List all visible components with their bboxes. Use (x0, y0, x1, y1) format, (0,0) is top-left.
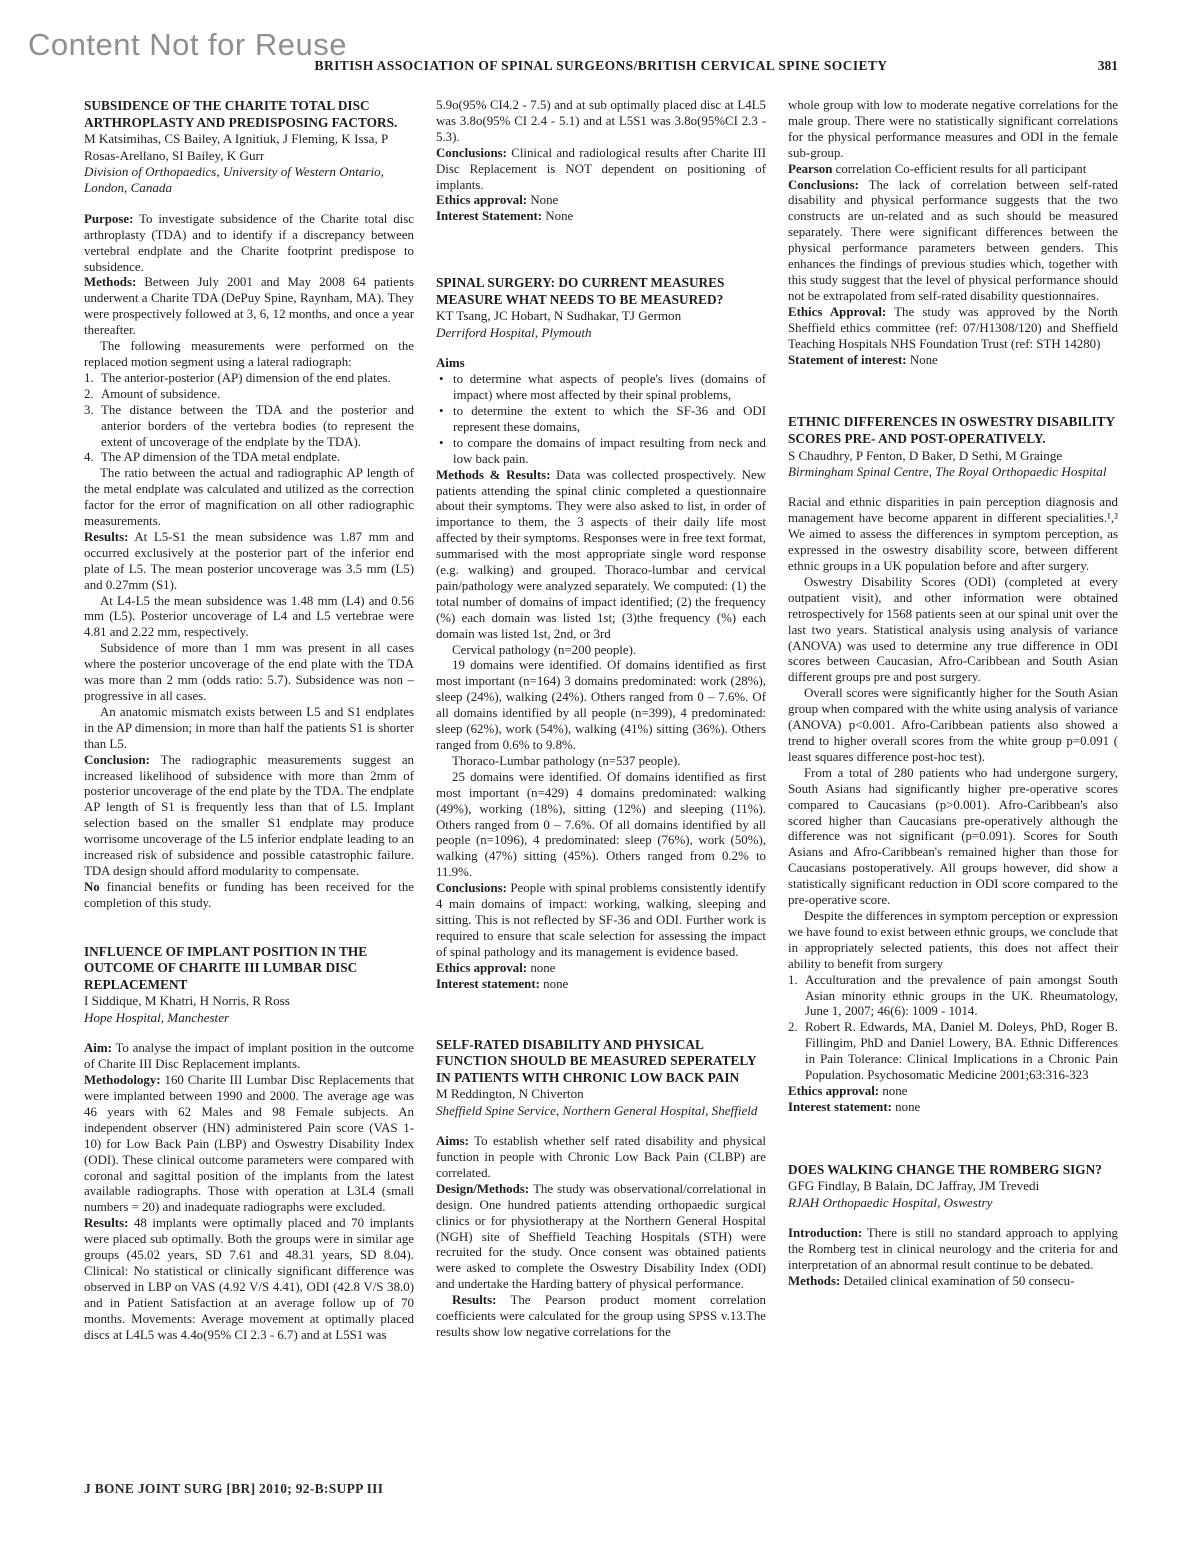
bullet-list-item (436, 436, 766, 468)
paragraph-text: none (895, 1099, 921, 1114)
paragraph-text: S Chaudhry, P Fenton, D Baker, D Sethi, M Grainge (788, 447, 1063, 463)
list-number: 1. (788, 972, 798, 987)
abstract-paragraph (788, 1100, 1118, 1116)
abstract-paragraph (84, 705, 414, 753)
abstract-paragraph (788, 178, 1118, 305)
abstract-authors (436, 1086, 766, 1102)
abstract-title (436, 1037, 766, 1087)
paragraph-label: Statement of interest: (788, 352, 907, 367)
paragraph-text: Overall scores were significantly higher for the South Asian group when compared with the white using analysis of variance (ANOVA) p<0.001. Afro-Caribbean patients also showed a trend to higher overall scores from the white group p=0.091 ( least squares difference post-hoc test). (788, 686, 1118, 764)
paragraph-label: Results: (84, 529, 129, 544)
paragraph-text: The study was approved by the North Sheffield ethics committee (ref: 07/H1308/120) and Sheffield Teaching Hospitals NHS Foundation Trust (ref: STH 14280) (788, 304, 1118, 351)
paragraph-text: 5.9o(95% CI4.2 - 7.5) and at sub optimally placed disc at L4L5 was 3.8o(95% CI 2.4 - 5.1) and at L5S1 was 3.8o(95%CI 2.3 - 5.3). (436, 98, 766, 144)
paragraph-text: M Katsimihas, CS Bailey, A Ignitiuk, J Fleming, K Issa, P Rosas-Arellano, SI Bailey, K Gurr (84, 131, 388, 163)
abstract-gap (84, 912, 414, 944)
paragraph-text: ETHNIC DIFFERENCES IN OSWESTRY DISABILITY SCORES PRE- AND POST-OPERATIVELY. (788, 414, 1115, 446)
numbered-list-item (788, 1020, 1118, 1084)
paragraph-text: correlation Co-efficient results for all participant (835, 161, 1087, 176)
paragraph-label: Results: (84, 1216, 129, 1231)
paragraph-text: Oswestry Disability Scores (ODI) (completed at every outpatient visit), and other information were obtained retrospectively for 1568 patients seen at our spinal unit over the last two years. Statistical analysis using analysis of variance (ANOVA) was used to determine any true difference in ODI scores between Caucasian, Afro-Caribbean and South Asian different groups pre and post surgery. (788, 574, 1118, 685)
paragraph-text: Birmingham Spinal Centre, The Royal Orthopaedic Hospital (788, 464, 1107, 479)
paragraph-text: SUBSIDENCE OF THE CHARITE TOTAL DISC ARTHROPLASTY AND PREDISPOSING FACTORS. (84, 98, 398, 130)
abstract-paragraph (84, 530, 414, 594)
paragraph-text: From a total of 280 patients who had undergone surgery, South Asians had significantly higher pre-operative scores compared to Caucasians (p>0.001). Afro-Caribbean's also scored higher than Caucasians pre-operatively although the difference was not significant (p=0.091). Scores for South Asians and Afro-Caribbean's remained higher than those for Caucasians postoperatively. All groups however, did show a statistically significant reduction in ODI score compared to the pre-operative score. (788, 765, 1118, 908)
abstract-affiliation (788, 1195, 1118, 1211)
watermark-text: Content Not for Reuse (28, 27, 347, 62)
paragraph-text: Amount of subsidence. (101, 386, 221, 401)
paragraph-text: None (909, 352, 938, 367)
paragraph-text: None (545, 209, 574, 224)
paragraph-text: To analyse the impact of implant position in the outcome of Charite III Disc Replacement implants. (84, 1041, 414, 1072)
abstract-paragraph (84, 753, 414, 880)
paragraph-text: To investigate subsidence of the Charite total disc arthroplasty (TDA) and to identify if a discrepancy between vertebral endplate and the Charite footprint predispose to subsidence. (84, 211, 415, 274)
paragraph-text: Racial and ethnic disparities in pain perception diagnosis and management have become apparent in different specialities.¹,² We aimed to assess the differences in symptom perception, as expressed in the oswestry disability score, between different ethnic groups in a UK population before and after surgery. (788, 495, 1118, 574)
abstract-affiliation (84, 164, 414, 197)
paragraph-text: At L4-L5 the mean subsidence was 1.48 mm (L4) and 0.56 mm (L5). Posterior uncoverage of L4 and L5 vertebrae were 4.81 and 2.22 mm, respectively. (84, 593, 414, 640)
abstract-paragraph (436, 146, 766, 194)
abstract-affiliation (84, 1010, 414, 1026)
abstract-paragraph (788, 1226, 1118, 1274)
paragraph-text: DOES WALKING CHANGE THE ROMBERG SIGN? (788, 1161, 1102, 1177)
abstract-paragraph (788, 766, 1118, 909)
paragraph-label: Purpose: (84, 211, 134, 226)
paragraph-text: Hope Hospital, Manchester (84, 1009, 230, 1025)
abstract-gap (436, 1119, 766, 1134)
paragraph-text: financial benefits or funding has been received for the completion of this study. (84, 879, 414, 910)
paragraph-text: Acculturation and the prevalence of pain amongst South Asian minority ethnic groups in the UK. Rheumatology, June 1, 2007; 46(6): 1009 - 1014. (805, 972, 1118, 1019)
abstract-paragraph (84, 594, 414, 642)
abstract-paragraph (788, 353, 1118, 369)
paragraph-label: Ethics approval: (436, 960, 528, 975)
abstract-paragraph (84, 1073, 414, 1216)
section-subheading (436, 356, 766, 372)
paragraph-text: Derriford Hospital, Plymouth (436, 324, 592, 340)
paragraph-label: Ethics approval: (436, 193, 528, 208)
paragraph-text: Division of Orthopaedics, University of Western Ontario, London, Canada (84, 164, 384, 196)
abstract-gap (84, 197, 414, 212)
paragraph-text: None (530, 193, 559, 208)
abstract-columns (84, 98, 1118, 1344)
bullet-list-item (436, 404, 766, 436)
paragraph-label: Methods: (84, 275, 137, 290)
journal-citation-footer: J BONE JOINT SURG [BR] 2010; 92-B:SUPP III (84, 1481, 384, 1496)
page-number: 381 (1097, 58, 1118, 73)
paragraph-text: none (543, 976, 569, 991)
paragraph-text: KT Tsang, JC Hobart, N Sudhakar, TJ Germon (436, 308, 682, 324)
paragraph-text: SPINAL SURGERY: DO CURRENT MEASURES MEASURE WHAT NEEDS TO BE MEASURED? (436, 275, 725, 307)
column-3 (788, 98, 1118, 1344)
paragraph-label: Ethics Approval: (788, 304, 887, 319)
abstract-gap (788, 1211, 1118, 1226)
list-number: 3. (84, 402, 94, 417)
abstract-gap (788, 1116, 1118, 1162)
paragraph-text: The AP dimension of the TDA metal endplate. (101, 450, 341, 465)
abstract-paragraph (436, 977, 766, 993)
paragraph-text: SELF-RATED DISABILITY AND PHYSICAL FUNCTION SHOULD BE MEASURED SEPERATELY IN PATIENTS WITH CHRONIC LOW BACK PAIN (436, 1036, 757, 1085)
abstract-gap (788, 368, 1118, 414)
paragraph-label: Aim: (84, 1041, 112, 1056)
bullet-marker: • (439, 403, 444, 418)
paragraph-text: To establish whether self rated disability and physical function in people with Chronic Low Back Pain (CLBP) are correlated. (436, 1134, 766, 1180)
paragraph-text: Between July 2001 and May 2008 64 patients underwent a Charite TDA (DePuy Spine, Raynham, MA). They were prospectively followed at 3, 6, 12 months, and once a year thereafter. (84, 275, 414, 338)
abstract-paragraph (436, 881, 766, 961)
abstract-paragraph (788, 575, 1118, 686)
paragraph-label: Methods: (788, 1273, 841, 1288)
paragraph-text: Robert R. Edwards, MA, Daniel M. Doleys, PhD, Roger B. Fillingim, PhD and Daniel Lowery, BA. Ethnic Differences in Pain Tolerance: Clinical Implications in a Chronic Pain Population. Psychosomatic Medicine 2001;63:316-323 (805, 1020, 1118, 1083)
paragraph-label: Conclusions: (436, 145, 507, 160)
bullet-marker: • (439, 435, 444, 450)
paragraph-text: The lack of correlation between self-rated disability and physical performance suggests that the two constructs are un-related and as such should be measured separately. There were significant differences between the physical performance parameters between genders. This enhances the findings of previous studies which, together with this study suggest that the level of physical performance should not be extrapolated from self-rated disability questionnaires. (788, 177, 1118, 303)
paragraph-text: The ratio between the actual and radiographic AP length of the metal endplate was calculated and utilized as the correction factor for the error of magnification on all other radiographic measurements. (84, 466, 414, 529)
paragraph-text: to compare the domains of impact resulting from neck and low back pain. (453, 435, 766, 466)
abstract-paragraph (436, 98, 766, 146)
abstract-paragraph (436, 754, 766, 770)
paragraph-label: Pearson (788, 161, 833, 176)
abstract-authors (84, 131, 414, 164)
paragraph-text: INFLUENCE OF IMPLANT POSITION IN THE OUTCOME OF CHARITE III LUMBAR DISC REPLACEMENT (84, 943, 368, 992)
numbered-list-item (84, 450, 414, 466)
paragraph-text: 25 domains were identified. Of domains identified as first most important (n=429) 4 domains predominated: walking (49%), working (18%), sitting (12%) and sleeping (11%). Others ranged from 0 – 7.6%. Of all domains identified by all people (n=1096), 4 predominated: sleep (76%), work (50%), walking (47%) sitting (45%). Others ranged from 0.2% to 11.9%. (436, 769, 766, 880)
abstract-paragraph (436, 770, 766, 881)
paragraph-label: Interest Statement: (436, 209, 543, 224)
list-number: 2. (788, 1020, 798, 1035)
abstract-affiliation (436, 325, 766, 341)
abstract-authors (788, 448, 1118, 464)
abstract-title (84, 944, 414, 994)
abstract-affiliation (436, 1103, 766, 1119)
numbered-list-item (84, 371, 414, 387)
paragraph-label: Conclusions: (788, 177, 859, 192)
paragraph-label: Ethics approval: (788, 1083, 880, 1098)
abstract-authors (788, 1178, 1118, 1194)
paragraph-text: Thoraco-Lumbar pathology (n=537 people). (452, 753, 681, 768)
running-head: BRITISH ASSOCIATION OF SPINAL SURGEONS/BRITISH CERVICAL SPINE SOCIETY (314, 58, 888, 73)
paragraph-label: Introduction: (788, 1226, 863, 1241)
paragraph-label: Aims: (436, 1134, 469, 1149)
abstract-paragraph (84, 880, 414, 912)
abstract-authors (436, 308, 766, 324)
paragraph-label: No (84, 879, 100, 894)
numbered-list-item (788, 973, 1118, 1021)
paragraph-text: At L5-S1 the mean subsidence was 1.87 mm and occurred exclusively at the posterior part of the inferior end plate of L5. The mean posterior uncoverage was 3.5 mm (L5) and 0.27mm (S1). (84, 529, 414, 592)
paragraph-label: Aims (436, 356, 465, 371)
abstract-paragraph (788, 686, 1118, 766)
abstract-paragraph (436, 1293, 766, 1341)
abstract-paragraph (84, 641, 414, 705)
paragraph-text: none (882, 1083, 908, 1098)
paragraph-text: Clinical and radiological results after Charite III Disc Replacement is NOT dependent on positioning of implants. (436, 145, 766, 192)
paragraph-label: Methods & Results: (436, 467, 551, 482)
bullet-marker: • (439, 372, 444, 387)
abstract-paragraph (84, 275, 414, 339)
column-1 (84, 98, 414, 1344)
paragraph-text: Sheffield Spine Service, Northern General Hospital, Sheffield (436, 1102, 758, 1118)
abstract-paragraph (788, 495, 1118, 575)
abstract-authors (84, 993, 414, 1009)
paragraph-text: whole group with low to moderate negative correlations for the male group. There were no statistically significant correlations for the physical performance measures and ODI in the female sub-group. (788, 98, 1118, 160)
abstract-gap (436, 341, 766, 356)
paragraph-text: Detailed clinical examination of 50 consecu- (843, 1273, 1075, 1288)
paragraph-text: Cervical pathology (n=200 people). (452, 642, 637, 657)
abstract-paragraph (84, 466, 414, 530)
paragraph-label: Interest statement: (436, 976, 540, 991)
paragraph-text: M Reddington, N Chiverton (436, 1086, 584, 1102)
abstract-title (788, 1162, 1118, 1179)
abstract-paragraph (84, 1041, 414, 1073)
abstract-gap (436, 993, 766, 1037)
abstract-paragraph (436, 1182, 766, 1293)
abstract-paragraph (436, 209, 766, 225)
abstract-paragraph (788, 1274, 1118, 1290)
paragraph-text: An anatomic mismatch exists between L5 and S1 endplates in the AP dimension; in more than half the patients S1 is shorter than L5. (84, 704, 414, 751)
abstract-paragraph (788, 1084, 1118, 1100)
paragraph-label: Conclusion: (84, 752, 150, 767)
abstract-paragraph (436, 193, 766, 209)
paragraph-text: The radiographic measurements suggest an increased likelihood of subsidence with more than 2mm of posterior uncoverage of the end plate by the TDA. The endplate AP length of S1 is frequently less than that of L5. Implant selection based on the smaller S1 endplate may produce worrisome uncoverage of the L5 inferior endplate leading to an increased risk of subsidence and possible catastrophic failure. TDA design should afford modularity to compensate. (84, 752, 414, 878)
paragraph-label: Results: (452, 1293, 497, 1308)
paragraph-text: 160 Charite III Lumbar Disc Replacements that were implanted between 1990 and 2000. The average age was 46 years with 62 Males and 98 Female subjects. An independent observer (HN) administered Pain score (VAS 1-10) for Low Back Pain (LBP) and Oswestry Disability Index (ODI). These clinical outcome parameters were compared with coronal and sagittal position of the implants from the latest available radiographs. Those with operation at L3L4 (small numbers = 20) and inadequate radiographs were excluded. (84, 1073, 414, 1215)
paragraph-text: RJAH Orthopaedic Hospital, Oswestry (788, 1194, 993, 1210)
paragraph-text: 48 implants were optimally placed and 70 implants were placed sub optimally. Both the groups were in similar age groups (45.02 years, SD 7.61 and 48.31 years, SD 8.04). Clinical: No statistical or clinically significant difference was observed in LBP on VAS (4.92 V/S 4.41), ODI (42.8 V/S 38.0) and in Patient Satisfaction at an average follow up of 70 months. Movements: Average movement at optimally placed discs at L4L5 was 4.4o(95% CI 2.3 - 6.7) and at L5S1 was (84, 1216, 414, 1342)
paragraph-text: The Pearson product moment correlation coefficients were calculated for the group using SPSS v.13.The results show low negative correlations for the (436, 1293, 766, 1339)
list-number: 2. (84, 386, 94, 401)
abstract-paragraph (436, 1134, 766, 1182)
paragraph-text: The following measurements were performed on the replaced motion segment using a lateral radiograph: (84, 339, 414, 369)
paragraph-text: The study was observational/correlational in design. One hundred patients attending orthopaedic surgical clinics or for physiotherapy at the Northern General Hospital (NGH) site of Sheffield Teaching Hospitals (STH) were recruited for the study. Once consent was obtained patients were asked to complete the Oswestry Disability Index (ODI) and undertake the Harding battery of physical performance. (436, 1181, 766, 1292)
abstract-paragraph (788, 909, 1118, 973)
paragraph-text: Despite the differences in symptom perception or expression we have found to exist between ethnic groups, we conclude that in appropriately selected patients, this does not affect their ability to benefit from surgery (788, 908, 1118, 971)
paragraph-text: The anterior-posterior (AP) dimension of the end plates. (101, 370, 391, 385)
paragraph-text: Data was collected prospectively. New patients attending the spinal clinic completed a questionnaire about their symptoms. They were also asked to list, in order of importance to them, the 3 aspects of their daily life most affected by their symptoms. Responses were in free text format, summarised with the most appropriate single word response (e.g. walking) and grouped. Thoraco-lumbar and cervical pain/pathology were analyzed separately. We computed: (1) the total number of domains of impact identified; (2) the frequency (%) each domain was listed 1st; (3)the frequency (%) each domain was listed 1st, 2nd, or 3rd (436, 467, 766, 641)
paragraph-label: Methodology: (84, 1073, 161, 1088)
abstract-paragraph (84, 339, 414, 371)
paragraph-text: none (530, 960, 556, 975)
abstract-title (84, 98, 414, 131)
abstract-paragraph (436, 468, 766, 643)
abstract-paragraph (788, 98, 1118, 162)
paragraph-text: I Siddique, M Khatri, H Norris, R Ross (84, 993, 290, 1009)
numbered-list-item (84, 387, 414, 403)
paragraph-text: The distance between the TDA and the posterior and anterior borders of the vertebra bodies (to represent the extent of uncoverage of the endplate by the TDA). (101, 402, 414, 449)
paragraph-text: 19 domains were identified. Of domains identified as first most important (n=164) 3 domains predominated: work (28%), sleep (24%), walking (24%). Others ranged from 0 – 7.6%. Of all domains identified by all people (n=399), 4 predominated: sleep (62%), work (54%), walking (41%) sitting (36%). Others ranged from 0.6% to 9.8%. (436, 658, 766, 752)
column-2 (436, 98, 766, 1344)
paragraph-text: People with spinal problems consistently identify 4 main domains of impact: working, walking, sleeping and sitting. This is not reflected by SF-36 and ODI. Further work is required to ensure that scale selection for assessing the impact of spinal pathology and its management is evidence based. (436, 881, 766, 959)
paragraph-label: Conclusions: (436, 881, 507, 896)
paragraph-text: Subsidence of more than 1 mm was present in all cases where the posterior uncoverage of the end plate with the TDA was more than 2 mm (odds ratio: 5.7). Subsidence was non – progressive in all cases. (84, 641, 414, 703)
abstract-paragraph (788, 162, 1118, 178)
numbered-list-item (84, 403, 414, 451)
abstract-gap (436, 225, 766, 275)
abstract-paragraph (436, 658, 766, 753)
abstract-paragraph (788, 305, 1118, 353)
abstract-gap (788, 480, 1118, 495)
paragraph-text: to determine the extent to which the SF-36 and ODI represent these domains, (453, 403, 766, 434)
paragraph-text: There is still no standard approach to applying the Romberg test in clinical neurology and the criteria for and interpretation of an abnormal result continue to be debated. (788, 1226, 1118, 1272)
abstract-paragraph (436, 961, 766, 977)
abstract-paragraph (436, 643, 766, 659)
abstract-paragraph (84, 212, 414, 276)
abstract-affiliation (788, 464, 1118, 480)
list-number: 1. (84, 370, 94, 385)
abstract-gap (84, 1026, 414, 1041)
abstract-title (788, 414, 1118, 447)
abstract-paragraph (84, 1216, 414, 1343)
paragraph-text: to determine what aspects of people's lives (domains of impact) where most affected by their spinal problems, (453, 372, 766, 403)
list-number: 4. (84, 450, 94, 465)
paragraph-text: GFG Findlay, B Balain, DC Jaffray, JM Trevedi (788, 1178, 1040, 1194)
bullet-list-item (436, 372, 766, 404)
abstract-title (436, 275, 766, 308)
paragraph-label: Design/Methods: (436, 1181, 530, 1196)
paragraph-label: Interest statement: (788, 1099, 892, 1114)
